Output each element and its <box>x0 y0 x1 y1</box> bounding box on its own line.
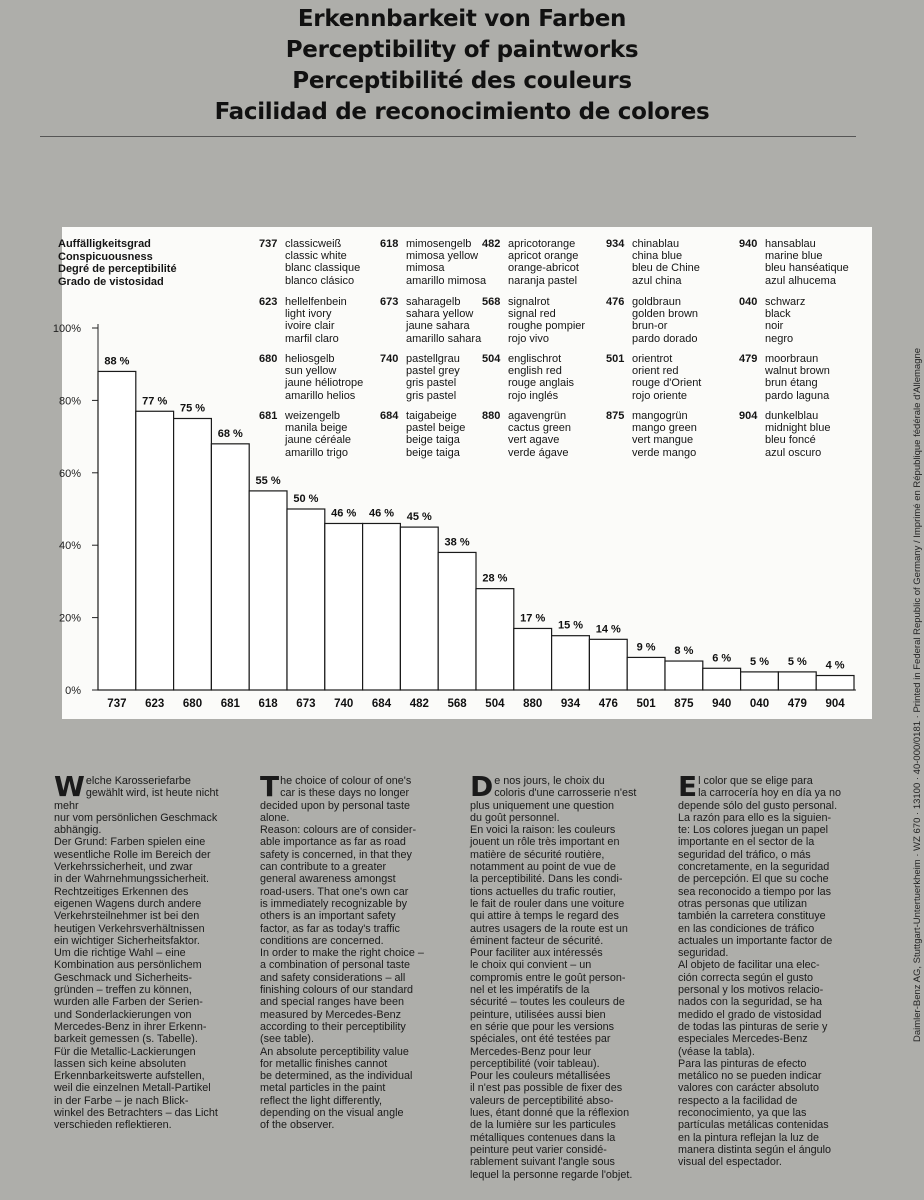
bar-value-label: 17 % <box>520 612 546 625</box>
y-axis-title-german: Auffälligkeitsgrad <box>58 238 151 250</box>
bar-618 <box>249 491 287 690</box>
legend-code: 934 <box>606 238 625 250</box>
bar-040 <box>741 672 779 690</box>
legend-name-line: dunkelblau <box>765 410 819 422</box>
legend-name-line: mango green <box>632 422 697 435</box>
legend-names <box>406 296 481 345</box>
bar-value-label: 38 % <box>444 536 470 549</box>
legend-name-line: amarillo helios <box>285 389 356 402</box>
x-tick-label: 040 <box>749 698 770 710</box>
legend-names <box>632 353 701 402</box>
x-tick-label: 476 <box>598 698 618 710</box>
legend-code: 940 <box>739 238 758 250</box>
legend-name-line: english red <box>508 365 562 378</box>
bar-940 <box>703 668 741 690</box>
legend-code: 501 <box>606 353 625 365</box>
legend-names <box>632 296 698 345</box>
legend-names <box>765 238 849 287</box>
legend-code: 040 <box>739 296 758 308</box>
legend-names <box>632 410 697 459</box>
legend-names <box>285 238 360 287</box>
title-german: Erkennbarkeit von Farben <box>297 6 627 32</box>
legend-names <box>508 238 579 287</box>
legend-code: 880 <box>482 410 501 422</box>
drop-cap: D <box>470 770 494 803</box>
legend-code: 479 <box>739 353 758 365</box>
bar-504 <box>476 589 514 690</box>
x-tick-label: 504 <box>485 698 505 710</box>
legend-names <box>508 410 571 459</box>
legend-name-line: orientrot <box>632 353 673 365</box>
legend-name-line: rojo vivo <box>508 332 549 345</box>
legend-name-line: vert mangue <box>632 434 694 447</box>
bar-875 <box>665 661 703 690</box>
bar-value-label: 4 % <box>825 659 845 672</box>
legend-name-line: jaune sahara <box>406 320 470 333</box>
legend-name-line: bleu hanséatique <box>765 262 849 275</box>
column-text: e nos jours, le choix du coloris d'une carrosserie n'est plus uniquement une question du goût personnel. En voici la raison: les couleurs jouent un rôle très important en matière de sécurité routière, notamment au point de vue de la perceptibilité. Dans les condi- tions actuelles du trafic routier, le fait de rouler dans une voiture qui attire à temps le regard des autres usagers de la route est un éminent facteur de sécurité. Pour faciliter aux intéressés le choix qui convient – un compromis entre le goût person- nel et les impératifs de la sécurité – toutes les couleurs de peinture, utilisées aussi bien en série que pour les versions spéciales, ont été testées par Mercedes-Benz pour leur perceptibilité (voir tableau). Pour les couleurs métallisées il n'est pas possible de fixer des valeurs de perceptibilité abso- lues, étant donné que la réflexion de la lumière sur les particules métalliques contenues dans la peinture peut varier considé- rablement suivant l'angle sous lequel la personne regarde l'objet. <box>470 775 637 1181</box>
x-tick-label: 618 <box>258 698 278 710</box>
legend-code: 681 <box>259 410 278 422</box>
legend-name-line: agavengrün <box>508 410 567 422</box>
text-column-french <box>470 770 648 1181</box>
legend-name-line: hansablau <box>765 238 816 250</box>
legend-name-line: mimosengelb <box>406 238 472 250</box>
legend-code: 618 <box>380 238 399 250</box>
legend-name-line: apricotorange <box>508 238 576 250</box>
legend-name-line: rojo inglés <box>508 389 559 402</box>
legend-name-line: azul china <box>632 274 682 287</box>
legend-name-line: gris pastel <box>406 389 457 402</box>
bar-value-label: 5 % <box>750 655 769 668</box>
x-tick-label: 623 <box>145 698 165 710</box>
legend-name-line: pastellgrau <box>406 353 460 365</box>
legend-name-line: walnut brown <box>765 365 830 378</box>
bar-673 <box>287 509 325 690</box>
bar-568 <box>438 552 476 690</box>
legend-name-line: amarillo trigo <box>285 446 348 459</box>
bar-value-label: 15 % <box>557 619 584 632</box>
text-column-german <box>54 770 232 1132</box>
x-tick-label: 684 <box>371 698 392 710</box>
bar-479 <box>778 672 816 690</box>
legend-name-line: negro <box>765 332 794 345</box>
legend-code: 740 <box>380 353 399 365</box>
legend-code: 875 <box>606 410 625 422</box>
legend-name-line: classicweiß <box>285 238 342 250</box>
column-text: elche Karosseriefarbe gewählt wird, ist heute nicht mehr nur vom persönlichen Geschmack abhängig. Der Grund: Farben spielen eine wesentliche Rolle im Bereich der Verkehrssicherheit, und zwar in der Wahrnehmungssicherheit. Rechtzeitiges Erkennen des eigenen Wagens durch andere Verkehrsteilnehmer ist bei den heutigen Verkehrsverhältnissen ein wichtiger Sicherheitsfaktor. Um die richtige Wahl – eine Kombination aus persönlichem Geschmack und Sicherheits- gründen – treffen zu können, wurden alle Farben der Serien- und Sonderlackierungen von Mercedes-Benz in ihrer Erkenn- barkeit gemessen (s. Tabelle). Für die Metallic-Lackierungen lassen sich keine absoluten Erkennbarkeitswerte aufstellen, weil die einzelnen Metall-Partikel in der Farbe – je nach Blick- winkel des Betrachters – das Licht verschieden reflektieren. <box>54 775 219 1132</box>
bar-880 <box>514 628 552 690</box>
legend-name-line: mimosa <box>406 262 445 275</box>
y-axis-title-french: Degré de perceptibilité <box>58 263 177 275</box>
legend-name-line: amarillo mimosa <box>406 274 487 287</box>
x-tick-label: 740 <box>334 698 354 710</box>
legend-code: 504 <box>482 353 501 365</box>
legend-name-line: manila beige <box>285 422 348 435</box>
legend-name-line: cactus green <box>508 422 571 435</box>
bar-value-label: 46 % <box>331 507 357 520</box>
bar-623 <box>136 411 174 690</box>
legend-code: 568 <box>482 296 501 308</box>
bar-501 <box>627 657 665 690</box>
legend-code: 904 <box>739 410 758 422</box>
bar-value-label: 8 % <box>674 645 694 658</box>
y-tick-label: 80% <box>58 395 81 408</box>
legend-code: 680 <box>259 353 278 365</box>
legend-code: 684 <box>380 410 399 422</box>
legend-name-line: goldbraun <box>632 296 681 308</box>
bar-value-label: 75 % <box>179 402 206 415</box>
legend-names <box>406 353 460 402</box>
bar-value-label: 68 % <box>217 427 243 440</box>
legend-names <box>406 410 465 459</box>
x-tick-label: 673 <box>296 698 316 710</box>
x-tick-label: 934 <box>560 698 581 710</box>
legend-name-line: chinablau <box>632 238 680 250</box>
legend-name-line: moorbraun <box>765 353 819 365</box>
drop-cap: W <box>54 770 85 803</box>
legend-name-line: englischrot <box>508 353 562 365</box>
legend-name-line: brun-or <box>632 320 668 333</box>
legend-name-line: marfil claro <box>285 332 339 345</box>
bar-737 <box>98 371 136 690</box>
legend-names <box>765 296 805 345</box>
legend-name-line: pastel grey <box>406 365 460 378</box>
legend-code: 673 <box>380 296 399 308</box>
legend-name-line: sahara yellow <box>406 308 474 321</box>
bar-934 <box>552 636 590 690</box>
x-tick-label: 737 <box>107 698 127 710</box>
legend-name-line: hellelfenbein <box>285 296 347 308</box>
legend-name-line: verde mango <box>632 446 697 459</box>
legend-names <box>285 296 347 345</box>
title-english: Perceptibility of paintworks <box>285 37 639 63</box>
legend-name-line: ivoire clair <box>285 320 335 333</box>
y-axis-title-spanish: Grado de vistosidad <box>58 275 164 288</box>
legend-name-line: amarillo sahara <box>406 332 482 345</box>
legend-name-line: bleu foncé <box>765 434 816 447</box>
legend-name-line: rouge anglais <box>508 377 575 390</box>
legend-name-line: bleu de Chine <box>632 262 700 275</box>
bar-476 <box>589 639 627 690</box>
legend-name-line: rouge d'Orient <box>632 377 702 390</box>
legend-names <box>765 410 830 459</box>
legend-name-line: apricot orange <box>508 250 579 263</box>
legend-name-line: golden brown <box>632 308 699 321</box>
x-tick-label: 880 <box>523 698 543 710</box>
legend-name-line: blanco clásico <box>285 274 355 287</box>
legend-code: 482 <box>482 238 501 250</box>
legend-name-line: pardo dorado <box>632 332 698 345</box>
legend-name-line: weizengelb <box>285 410 341 422</box>
bar-value-label: 45 % <box>406 511 432 524</box>
bar-482 <box>400 527 438 690</box>
bar-680 <box>174 419 212 691</box>
legend-code: 476 <box>606 296 625 308</box>
legend-name-line: roughe pompier <box>508 320 586 333</box>
legend-names <box>285 353 363 402</box>
legend-name-line: beige taiga <box>406 446 460 459</box>
bar-value-label: 5 % <box>787 655 807 668</box>
legend-name-line: verde ágave <box>508 446 569 459</box>
legend-name-line: pastel beige <box>406 422 466 435</box>
x-tick-label: 501 <box>636 698 656 710</box>
text-column-english <box>260 770 438 1132</box>
legend-names <box>285 410 351 459</box>
bar-681 <box>211 444 249 690</box>
bar-value-label: 28 % <box>482 572 508 585</box>
legend-name-line: rojo oriente <box>632 389 688 402</box>
legend-name-line: mangogrün <box>632 410 688 422</box>
x-tick-label: 681 <box>220 698 240 710</box>
y-tick-label: 0% <box>65 685 81 697</box>
legend-name-line: signal red <box>508 308 556 321</box>
x-tick-label: 479 <box>787 698 807 710</box>
bar-value-label: 77 % <box>142 395 168 408</box>
legend-name-line: azul oscuro <box>765 446 822 459</box>
legend-code: 737 <box>259 238 278 250</box>
legend-name-line: gris pastel <box>406 377 457 390</box>
bar-904 <box>816 676 854 690</box>
bar-684 <box>363 523 401 690</box>
y-axis-title-english: Conspicuousness <box>58 250 153 263</box>
legend-names <box>632 238 700 287</box>
x-tick-label: 568 <box>447 698 467 710</box>
legend-name-line: pardo laguna <box>765 389 830 402</box>
printer-imprint: Daimler-Benz AG, Stuttgart-Untertuerkheim · WZ 670 · 13100 · 40-000/0181 · Printed in Federal Republic of Germany / Imprimé en République fédérale d'Allemagne <box>912 347 923 1042</box>
drop-cap: T <box>260 770 280 803</box>
legend-name-line: orange-abricot <box>508 262 579 275</box>
legend-name-line: classic white <box>285 250 347 263</box>
x-tick-label: 680 <box>182 698 203 710</box>
column-text: l color que se elige para la carrocería hoy en día ya no depende sólo del gusto personal. La razón para ello es la siguien- te: Los colores juegan un papel importante en el sector de la seguridad del tráfico, o más concretamente, en la seguridad de percepción. El que su coche sea reconocido a tiempo por las otras personas que utilizan también la carretera constituye en las condiciones de tráfico actuales un importante factor de seguridad. Al objeto de facilitar una elec- ción correcta según el gusto personal y los motivos relacio- nados con la seguridad, se ha medido el grado de vistosidad de todas las pinturas de serie y especiales Mercedes-Benz (véase la tabla). Para las pinturas de efecto metálico no se pueden indicar valores con carácter absoluto respecto a la facilidad de reconocimiento, ya que las partículas metálicas contenidas en la pintura reflejan la luz de manera distinta según el ángulo visual del espectador. <box>678 775 841 1169</box>
legend-name-line: noir <box>765 320 784 333</box>
column-text: he choice of colour of one's car is these days no longer decided upon by personal taste alone. Reason: colours are of consider- able importance as far as road safety is concerned, in that they can contribute to a greater general awareness amongst road-users. That one's own car is immediately recognizable by others is an important safety factor, as far as today's traffic conditions are concerned. In order to make the right choice – a combination of personal taste and safety considerations – all finishing colours of our standard and special ranges have been measured by Mercedes-Benz according to their perceptibility (see table). An absolute perceptibility value for metallic finishes cannot be determined, as the individual metal particles in the paint reflect the light differently, depending on the visual angle of the observer. <box>260 775 424 1132</box>
legend-name-line: brun étang <box>765 377 818 390</box>
legend-name-line: black <box>765 308 791 321</box>
bar-value-label: 9 % <box>636 641 656 654</box>
bar-value-label: 55 % <box>255 474 281 487</box>
y-tick-label: 100% <box>52 323 81 335</box>
x-tick-label: 904 <box>825 698 845 710</box>
legend-name-line: blanc classique <box>285 262 361 275</box>
legend-name-line: china blue <box>632 250 683 263</box>
legend-name-line: naranja pastel <box>508 274 578 287</box>
legend-name-line: schwarz <box>765 296 806 308</box>
y-tick-label: 20% <box>58 612 81 625</box>
legend-name-line: jaune héliotrope <box>285 377 364 390</box>
x-tick-label: 482 <box>409 698 429 710</box>
legend-name-line: light ivory <box>285 308 332 321</box>
y-tick-label: 60% <box>58 467 81 480</box>
bar-value-label: 14 % <box>595 623 621 636</box>
legend-name-line: jaune céréale <box>285 434 352 447</box>
x-tick-label: 940 <box>712 698 732 710</box>
bar-value-label: 88 % <box>104 355 130 368</box>
x-tick-label: 875 <box>674 698 694 710</box>
bar-value-label: 50 % <box>293 493 319 505</box>
legend-name-line: midnight blue <box>765 422 831 435</box>
legend-name-line: saharagelb <box>406 296 461 308</box>
legend-names <box>508 296 585 345</box>
legend-name-line: signalrot <box>508 296 550 308</box>
legend-name-line: beige taiga <box>406 434 460 447</box>
bar-value-label: 6 % <box>712 652 732 665</box>
y-tick-label: 40% <box>58 540 81 553</box>
text-column-spanish <box>678 770 856 1169</box>
legend-name-line: mimosa yellow <box>406 250 479 263</box>
legend-name-line: heliosgelb <box>285 353 335 365</box>
drop-cap: E <box>678 770 698 803</box>
legend-names <box>765 353 830 402</box>
y-axis-title <box>58 238 177 288</box>
legend-name-line: azul alhucema <box>765 274 836 287</box>
legend-names <box>508 353 574 402</box>
legend-name-line: taigabeige <box>406 410 457 422</box>
legend-name-line: marine blue <box>765 250 823 263</box>
legend-names <box>406 238 486 287</box>
bar-740 <box>325 523 363 690</box>
title-spanish: Facilidad de reconocimiento de colores <box>214 99 710 125</box>
legend-code: 623 <box>259 296 278 308</box>
title-french: Perceptibilité des couleurs <box>292 68 632 94</box>
legend-name-line: sun yellow <box>285 365 337 378</box>
legend-name-line: vert agave <box>508 434 560 447</box>
legend-name-line: orient red <box>632 365 679 378</box>
bar-value-label: 46 % <box>368 507 395 520</box>
